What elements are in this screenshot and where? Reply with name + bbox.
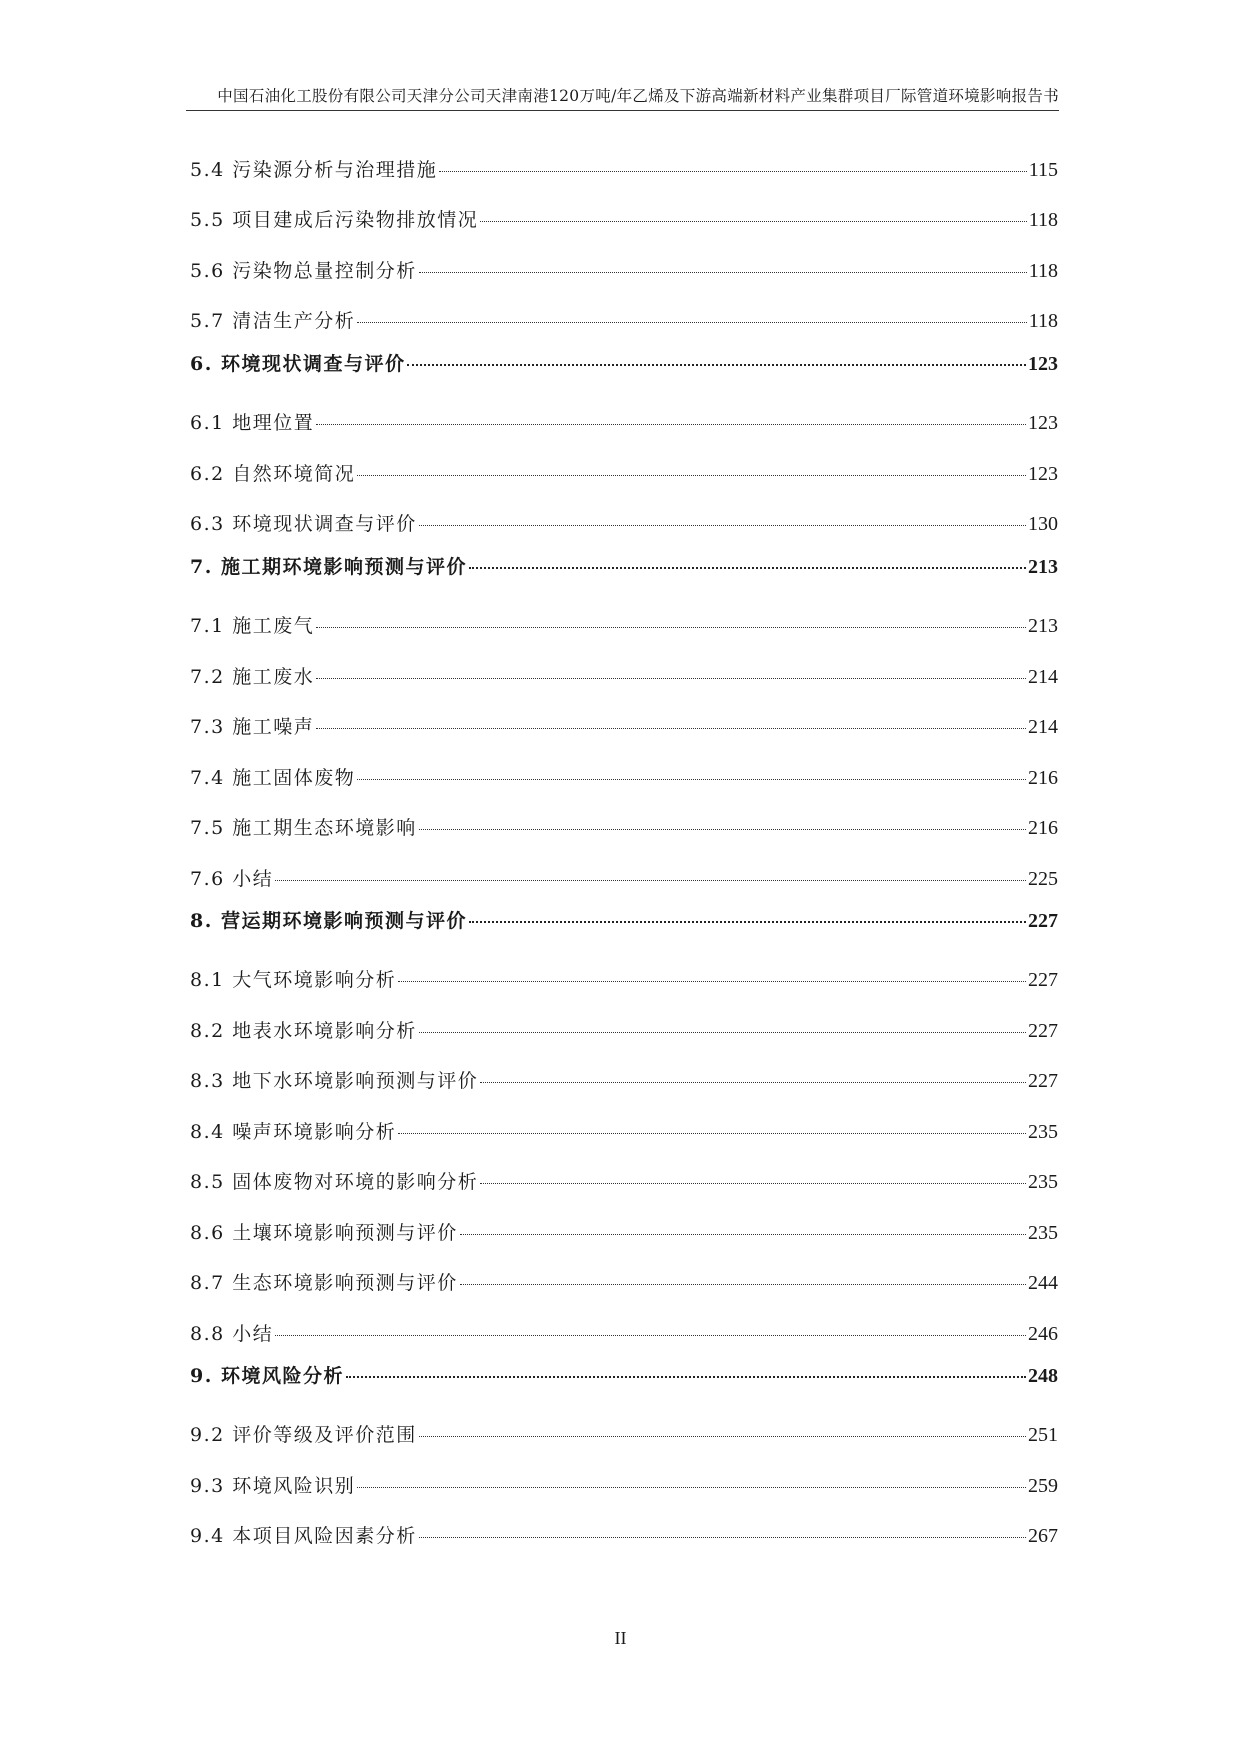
toc-entry-page: 213 [1028, 615, 1058, 637]
toc-leader-dots [398, 981, 1026, 982]
toc-leader-dots [316, 678, 1026, 679]
toc-entry-label: 8.3 地下水环境影响预测与评价 [190, 1070, 479, 1092]
toc-entry[interactable] [190, 1420, 1058, 1447]
toc-entry[interactable] [190, 1066, 1058, 1093]
document-header: 中国石油化工股份有限公司天津分公司天津南港120万吨/年乙烯及下游高端新材料产业集群项目厂际管道环境影响报告书 [217, 87, 1059, 105]
toc-entry-page: 123 [1028, 353, 1058, 375]
toc-leader-dots [419, 1537, 1026, 1538]
toc-entry-page: 225 [1028, 868, 1058, 890]
toc-entry-label: 8.6 土壤环境影响预测与评价 [190, 1222, 458, 1244]
toc-entry-label: 9.4 本项目风险因素分析 [190, 1525, 417, 1547]
toc-leader-dots [480, 1082, 1026, 1083]
toc-entry[interactable] [190, 1218, 1058, 1245]
toc-entry-label: 9. 环境风险分析 [190, 1365, 344, 1387]
toc-entry[interactable] [190, 1471, 1058, 1498]
toc-entry[interactable] [190, 611, 1058, 638]
toc-entry-page: 214 [1028, 666, 1058, 688]
toc-entry-page: 251 [1028, 1424, 1058, 1446]
toc-leader-dots [419, 525, 1026, 526]
toc-entry-page: 244 [1028, 1272, 1058, 1294]
toc-entry-page: 118 [1028, 310, 1058, 332]
toc-entry-page: 235 [1028, 1222, 1058, 1244]
toc-leader-dots [419, 829, 1026, 830]
toc-chapter-entry[interactable] [190, 552, 1058, 579]
toc-leader-dots [460, 1284, 1026, 1285]
toc-leader-dots [460, 1234, 1026, 1235]
toc-entry-label: 6. 环境现状调查与评价 [190, 353, 406, 375]
toc-entry-label: 9.3 环境风险识别 [190, 1475, 356, 1497]
toc-entry[interactable] [190, 1167, 1058, 1194]
toc-entry[interactable] [190, 712, 1058, 739]
toc-entry-page: 130 [1028, 513, 1058, 535]
toc-leader-dots [480, 221, 1026, 222]
toc-entry-label: 7.4 施工固体废物 [190, 767, 356, 789]
toc-entry-page: 235 [1028, 1121, 1058, 1143]
toc-entry-label: 6.1 地理位置 [190, 412, 315, 434]
toc-entry-page: 123 [1028, 412, 1058, 434]
toc-entry-label: 7. 施工期环境影响预测与评价 [190, 556, 467, 578]
toc-leader-dots [357, 322, 1026, 323]
toc-entry-label: 9.2 评价等级及评价范围 [190, 1424, 417, 1446]
toc-chapter-entry[interactable] [190, 1361, 1058, 1388]
toc-leader-dots [275, 1335, 1026, 1336]
toc-entry-label: 7.6 小结 [190, 868, 274, 890]
toc-leader-dots [357, 779, 1026, 780]
toc-entry[interactable] [190, 1117, 1058, 1144]
toc-entry-label: 8.2 地表水环境影响分析 [190, 1020, 417, 1042]
toc-entry-page: 118 [1028, 260, 1058, 282]
toc-leader-dots [469, 567, 1026, 569]
toc-leader-dots [398, 1133, 1026, 1134]
toc-leader-dots [275, 880, 1026, 881]
toc-entry[interactable] [190, 1016, 1058, 1043]
toc-chapter-entry[interactable] [190, 349, 1058, 376]
toc-leader-dots [357, 475, 1026, 476]
toc-leader-dots [419, 272, 1027, 273]
toc-entry[interactable] [190, 205, 1058, 232]
toc-entry-page: 235 [1028, 1171, 1058, 1193]
toc-leader-dots [407, 364, 1026, 366]
toc-entry-label: 5.4 污染源分析与治理措施 [190, 159, 438, 181]
toc-entry-page: 214 [1028, 716, 1058, 738]
toc-entry[interactable] [190, 509, 1058, 536]
toc-entry[interactable] [190, 1319, 1058, 1346]
toc-entry[interactable] [190, 763, 1058, 790]
toc-entry[interactable] [190, 306, 1058, 333]
toc-entry[interactable] [190, 1521, 1058, 1548]
toc-leader-dots [357, 1487, 1026, 1488]
toc-entry-label: 8. 营运期环境影响预测与评价 [190, 910, 467, 932]
toc-chapter-entry[interactable] [190, 906, 1058, 933]
toc-entry[interactable] [190, 256, 1058, 283]
toc-entry-page: 227 [1028, 910, 1058, 932]
toc-entry-label: 7.2 施工废水 [190, 666, 315, 688]
toc-entry-page: 115 [1028, 159, 1058, 181]
toc-entry-page: 259 [1028, 1475, 1058, 1497]
header-divider [186, 110, 1059, 111]
toc-entry-label: 6.3 环境现状调查与评价 [190, 513, 417, 535]
toc-entry-label: 8.4 噪声环境影响分析 [190, 1121, 397, 1143]
toc-entry[interactable] [190, 155, 1058, 182]
toc-entry-page: 227 [1028, 1020, 1058, 1042]
page-number: II [614, 1628, 627, 1648]
toc-entry[interactable] [190, 864, 1058, 891]
toc-entry[interactable] [190, 813, 1058, 840]
toc-leader-dots [480, 1183, 1026, 1184]
toc-entry-label: 5.6 污染物总量控制分析 [190, 260, 417, 282]
toc-entry-label: 7.3 施工噪声 [190, 716, 315, 738]
toc-entry-page: 213 [1028, 556, 1058, 578]
toc-leader-dots [316, 627, 1026, 628]
toc-entry-label: 8.1 大气环境影响分析 [190, 969, 397, 991]
toc-entry[interactable] [190, 1268, 1058, 1295]
toc-entry-page: 227 [1028, 969, 1058, 991]
toc-entry-label: 5.7 清洁生产分析 [190, 310, 356, 332]
toc-entry-page: 248 [1028, 1365, 1058, 1387]
toc-entry[interactable] [190, 408, 1058, 435]
toc-entry-page: 246 [1028, 1323, 1058, 1345]
toc-entry-label: 6.2 自然环境简况 [190, 463, 356, 485]
toc-entry-page: 227 [1028, 1070, 1058, 1092]
toc-entry-label: 7.5 施工期生态环境影响 [190, 817, 417, 839]
toc-leader-dots [346, 1376, 1026, 1378]
toc-leader-dots [316, 424, 1026, 425]
toc-entry[interactable] [190, 965, 1058, 992]
toc-leader-dots [469, 921, 1026, 923]
toc-entry-label: 8.8 小结 [190, 1323, 274, 1345]
toc-entry-page: 123 [1028, 463, 1058, 485]
toc-entry-label: 5.5 项目建成后污染物排放情况 [190, 209, 479, 231]
toc-entry[interactable] [190, 459, 1058, 486]
toc-entry-label: 8.7 生态环境影响预测与评价 [190, 1272, 458, 1294]
toc-leader-dots [419, 1032, 1026, 1033]
toc-entry-page: 118 [1028, 209, 1058, 231]
toc-entry-page: 267 [1028, 1525, 1058, 1547]
toc-entry[interactable] [190, 662, 1058, 689]
toc-entry-label: 8.5 固体废物对环境的影响分析 [190, 1171, 479, 1193]
toc-entry-label: 7.1 施工废气 [190, 615, 315, 637]
toc-entry-page: 216 [1028, 817, 1058, 839]
toc-leader-dots [316, 728, 1026, 729]
toc-leader-dots [439, 171, 1026, 172]
toc-leader-dots [419, 1436, 1026, 1437]
toc-entry-page: 216 [1028, 767, 1058, 789]
